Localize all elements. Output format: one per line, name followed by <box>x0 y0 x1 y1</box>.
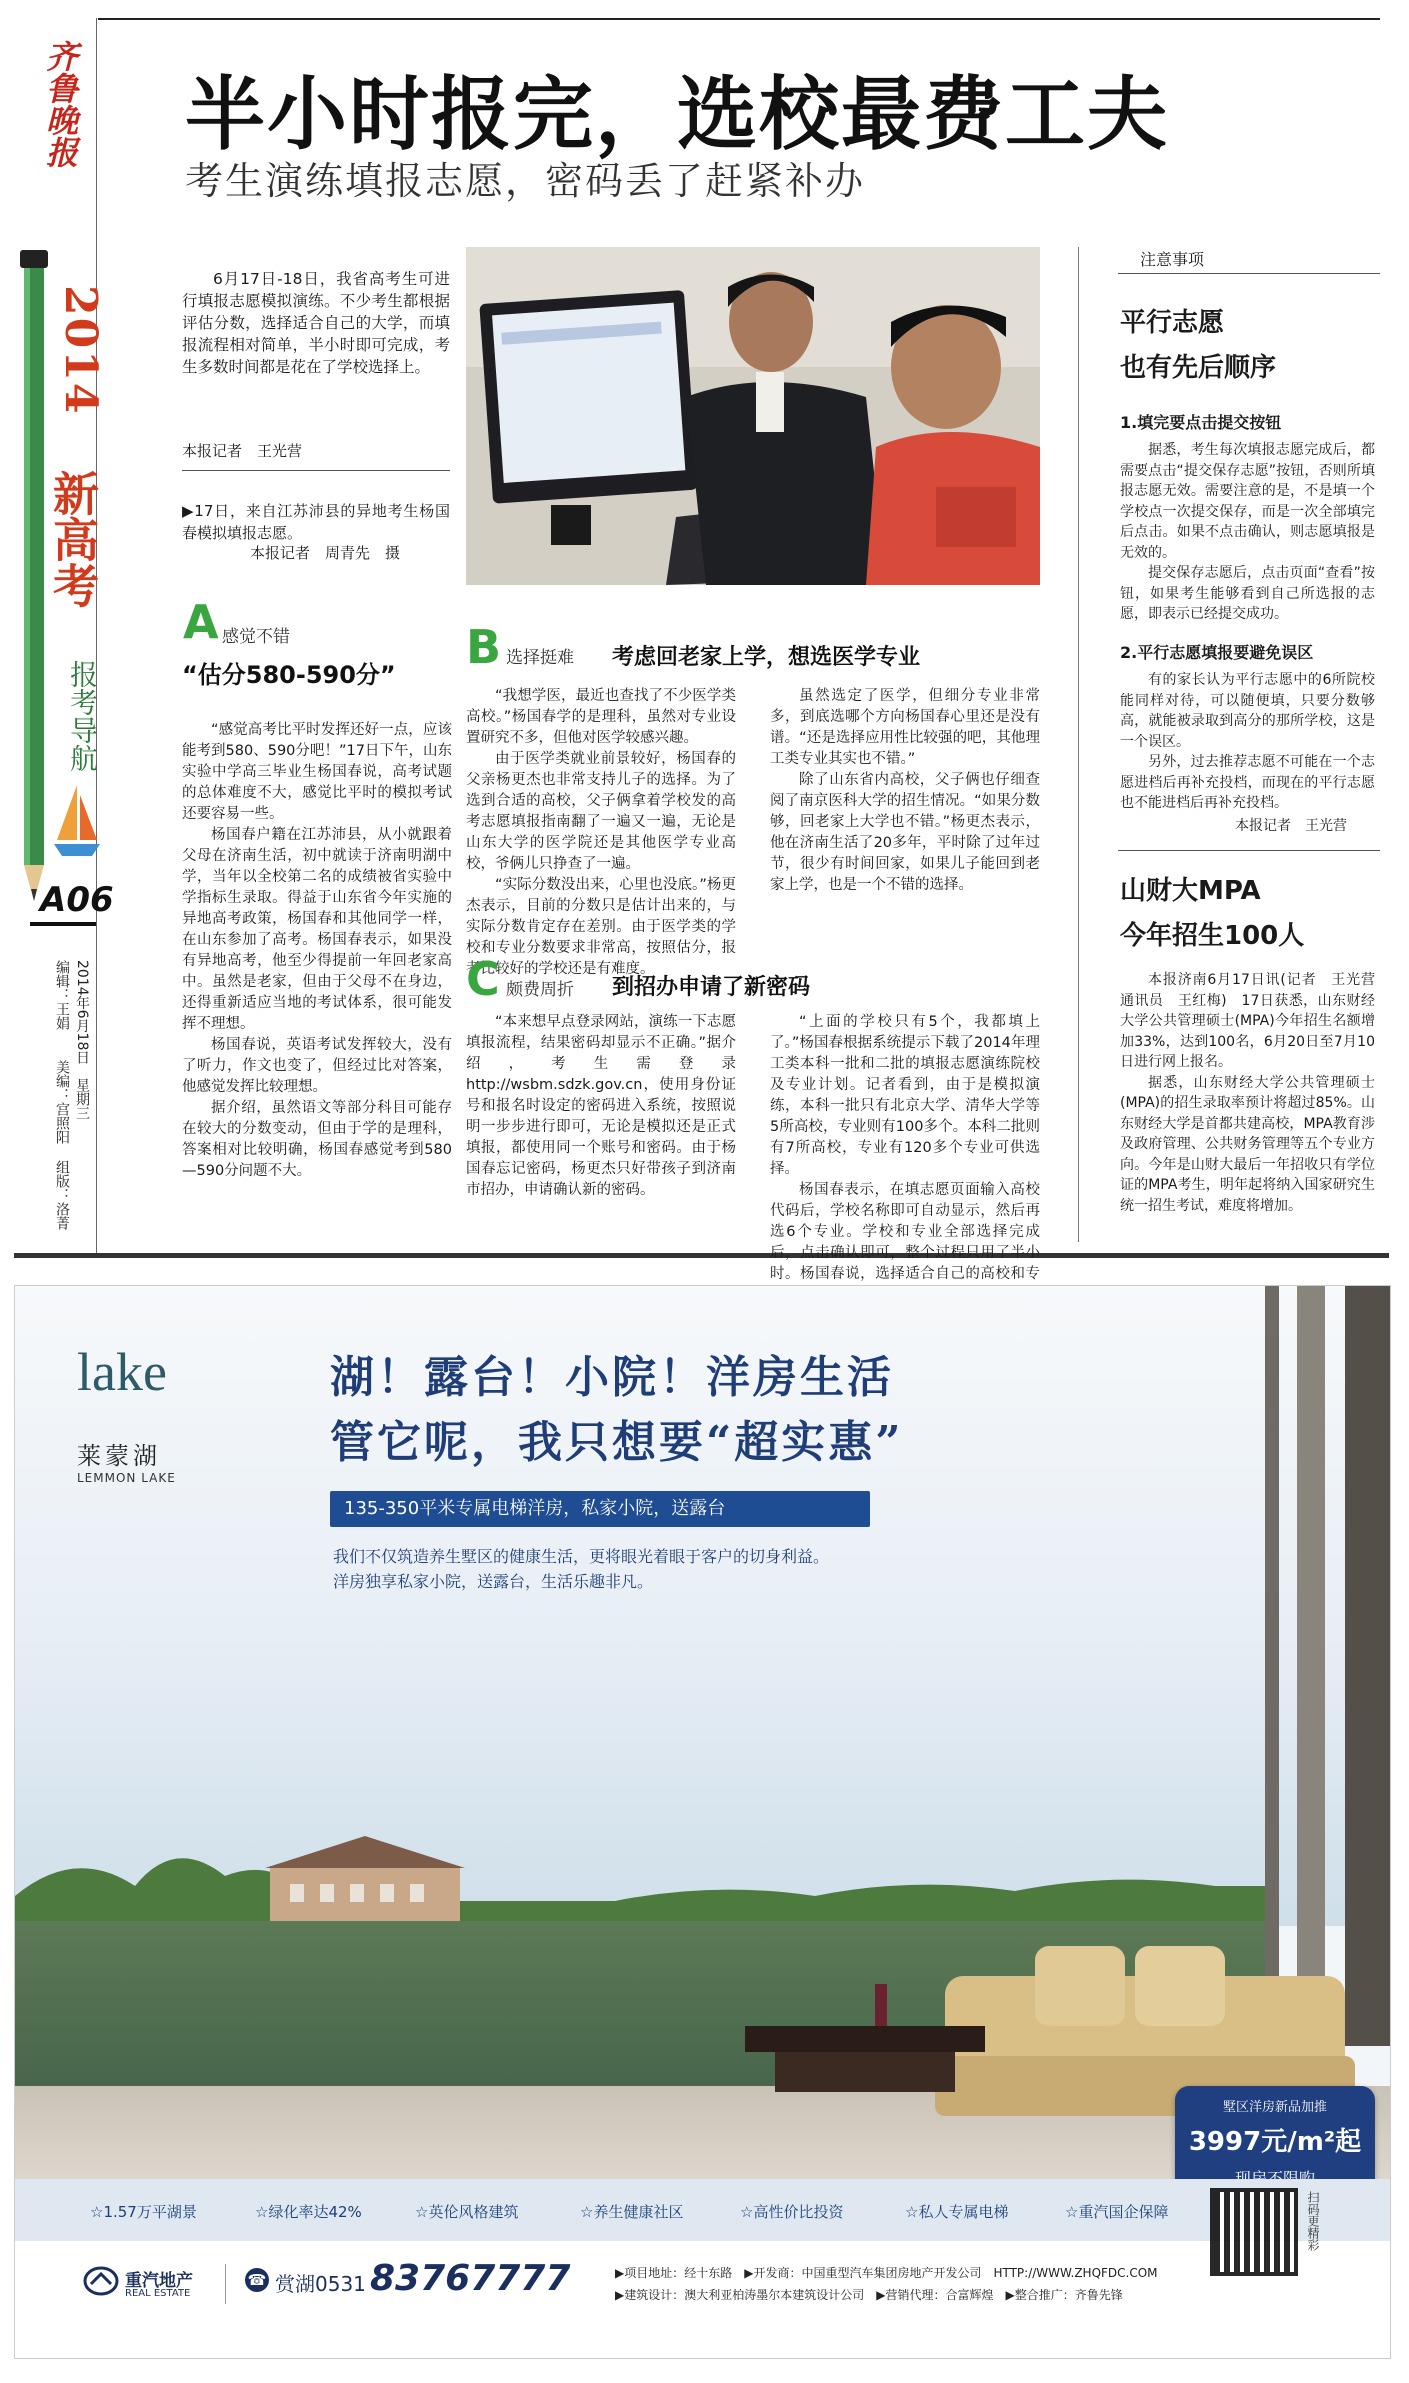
section-a-head: “估分580-590分” <box>182 661 396 689</box>
ad-desc-2: 洋房独享私家小院，送露台，生活乐趣非凡。 <box>333 1572 654 1591</box>
editor-credit: 编辑：王娟 <box>54 960 70 1030</box>
artist-credit: 美编：宫照阳 <box>54 1060 70 1144</box>
proof-credit: 组版：洛菁 <box>54 1160 70 1230</box>
lead-paragraph: 6月17日-18日，我省高考生可进行填报志愿模拟演练。不少考生都根据评估分数，选择适合自己的大学，而填报流程相对简单，半小时即可完成，考生多数时间都是花在了学校选择上。 <box>182 270 450 376</box>
brand-name-en: LEMMON LAKE <box>77 1471 176 1485</box>
feature-1: ☆1.57万平湖景 <box>90 2203 197 2221</box>
feature-4: ☆养生健康社区 <box>580 2203 684 2221</box>
sidebar-item1-body: 据悉，考生每次填报志愿完成后，都需要点击“提交保存志愿”按钮，否则所填报志愿无效。需要注意的是，不是填一个学校点一次提交保存，而是一次全部填完后点击。如果不点击确认，则志愿填报是无效的。 提交保存志愿后，点击页面“查看”按钮，如果考生能够看到自己所选报的志愿，即表示已经提交成功。 <box>1120 442 1375 622</box>
developer-logo-icon <box>83 2266 119 2296</box>
lead-rule <box>182 470 450 471</box>
section-b-tag: 选择挺难 <box>506 648 574 668</box>
news-photo <box>466 247 1040 585</box>
feature-7: ☆重汽国企保障 <box>1065 2203 1169 2221</box>
section-c-head: 到招办申请了新密码 <box>612 975 811 1000</box>
section-a-tag: 感觉不错 <box>222 627 290 647</box>
ad-banner <box>330 1491 870 1527</box>
section-b-head: 考虑回老家上学，想选医学专业 <box>612 645 921 670</box>
sidebar-head2-line1: 山财大MPA <box>1120 876 1261 906</box>
section-c-body-right: “上面的学校只有5个，我都填上了。”杨国春根据系统提示下载了2014年理工类本科一批和二批的填报志愿演练院校及专业计划。记者看到，由于是模拟演练，本科一批只有北京大学、清华大学等5所高校，专业则有100多个。本科二批则有7所高校，专业有120多个专业可供选择。 杨国春表示，在填志愿页面输入高校代码后，学校名称即可自动显示，然后再选6个专业。学校和专业全部选择完成后，点击确认即可，整个过程只用了半小时。杨国春说，选择适合自己的高校和专 <box>770 1014 1040 1282</box>
brand-name-cn: 莱蒙湖 <box>77 1442 161 1470</box>
footer-divider <box>225 2264 226 2304</box>
real-estate-ad <box>14 1285 1391 2359</box>
qr-label: 扫码更精彩 <box>1306 2191 1320 2251</box>
developer-logo-en: REAL ESTATE <box>125 2288 191 2299</box>
developer-logo: 重汽地产 <box>125 2271 193 2291</box>
issue-date: 2014年6月18日 星期三 <box>74 960 90 1121</box>
feature-6: ☆私人专属电梯 <box>905 2203 1009 2221</box>
bottom-rule <box>14 1253 1389 1258</box>
page-number-bar <box>30 922 96 926</box>
hotline-number: 83767777 <box>370 2258 571 2299</box>
page-number: A06 <box>40 880 114 920</box>
qr-code <box>1210 2188 1298 2276</box>
paper-name: 齐鲁晚报 <box>41 40 79 168</box>
photo-scene-graphic <box>466 247 1040 585</box>
sidebar-rule <box>1078 247 1079 1242</box>
section-a-letter: A <box>183 595 219 649</box>
section-b-body-right: 虽然选定了医学，但细分专业非常多，到底选哪个方向杨国春心里还是没有谱。“还是选择应用性比较强的吧，其他理工类专业其实也不错。” 除了山东省内高校，父子俩也仔细查阅了南京医科大学的招生情况。“如果分数够，回老家上大学也不错。”杨更杰表示，他在济南生活了20多年，平时除了过年过节，很少有时间回家，如果儿子能回到老家上学，也是一个不错的选择。 <box>770 688 1040 893</box>
price-value: 3997元/m²起 <box>1188 2127 1362 2157</box>
features-bar <box>15 2179 1390 2241</box>
sidebar-item2-body: 有的家长认为平行志愿中的6所院校能同样对待，可以随便填，只要分数够高，就能被录取到高分的那所学校，这是一个误区。 另外，过去推荐志愿不可能在一个志愿进档后再补充投档，而现在的平行志愿也不能进档后再补充投档。 <box>1120 672 1375 811</box>
masthead-sub: 报考导航 <box>66 660 99 772</box>
sidebar-mpa-body: 本报济南6月17日讯(记者 王光营 通讯员 王红梅) 17日获悉，山东财经大学公共管理硕士(MPA)今年招生名额增加33%，达到100名，6月20日至7月10日进行网上报名。 据悉，山东财经大学公共管理硕士(MPA)的招生录取率预计将超过85%。山东财经大学是首都共建高校，MPA教育涉及政府管理、公共财务管理等五个专业方向。今年是山财大最后一年招收只有学位证的MPA考生，明年起将纳入国家研究生统一招生考试，难度将增加。 <box>1120 972 1389 1214</box>
section-b-letter: B <box>466 620 502 674</box>
hotline-label: 赏湖0531 <box>275 2272 366 2296</box>
sidebar-label <box>1118 247 1380 274</box>
sidebar-head2-line2: 今年招生100人 <box>1120 921 1305 951</box>
ad-info-2: ▶建筑设计：澳大利亚柏涛墨尔本建筑设计公司 ▶营销代理：合富辉煌 ▶整合推广：齐鲁先锋 <box>615 2288 1123 2302</box>
sidebar-item2-title: 2.平行志愿填报要避免误区 <box>1120 643 1314 662</box>
ad-info-1: ▶项目地址：经十东路 ▶开发商：中国重型汽车集团房地产开发公司 HTTP://WWW.ZHQFDC.COM <box>615 2266 1158 2280</box>
subheadline: 考生演练填报志愿，密码丢了赶紧补办 <box>185 159 866 203</box>
ad-desc-1: 我们不仅筑造养生墅区的健康生活，更将眼光着眼于客户的切身利益。 <box>333 1547 830 1566</box>
section-c-letter: C <box>466 952 500 1006</box>
sidebar-head1-line2: 也有先后顺序 <box>1120 353 1277 383</box>
section-b-body-left: “我想学医，最近也查找了不少医学类高校。”杨国春学的是理科，虽然对专业设置研究不多，但他对医学较感兴趣。 由于医学类就业前景较好，杨国春的父亲杨更杰也非常支持儿子的选择。为了选到合适的高校，父子俩拿着学校发的高考志愿填报指南翻了一遍又一遍，无论是山东大学的医学院还是其他医学专业高校，爷俩儿只挣查了一遍。 “实际分数没出来，心里也没底。”杨更杰表示，目前的分数只是估计出来的，与实际分数肯定存在差别。由于医学类的学校和专业分数要求非常高，按照估分，报考比较好的学校还是有难度。 <box>466 688 736 977</box>
section-a-body: “感觉高考比平时发挥还好一点，应该能考到580、590分吧！”17日下午，山东实验中学高三毕业生杨国春说，高考试题的总体难度不大，感觉比平时的模拟考试还要容易一些。 杨国春户籍在江苏沛县，从小就跟着父母在济南生活，初中就读于济南明湖中学，当年以全校第二名的成绩被省实验中学指标生录取。得益于山东省今年实施的异地高考政策，杨国春和其他同学一样，在山东参加了高考。杨国春表示，如果没有异地高考，他至少得提前一年回老家高中。虽然是老家，但由于父母不在身边，还得重新适应当地的考试体系，很可能发挥不理想。 杨国春说，英语考试发挥较大，没有了听力，作文也变了，但经过比对答案，他感觉发挥比较理想。 据介绍，虽然语文等部分科目可能存在较大的分数变动，但由于学的是理科，答案相对比较明确，杨国春感觉考到580—590分问题不大。 <box>182 722 452 1179</box>
lead-byline: 本报记者 王光营 <box>182 442 303 460</box>
left-column-rule <box>96 18 97 1253</box>
feature-3: ☆英伦风格建筑 <box>415 2203 519 2221</box>
sailboat-icon <box>52 780 102 870</box>
phone-icon: ☎ <box>245 2268 269 2292</box>
ad-banner-text: 135-350平米专属电梯洋房，私家小院，送露台 <box>344 1498 726 1519</box>
sidebar-item1-title: 1.填完要点击提交按钮 <box>1120 413 1282 432</box>
sidebar-byline: 本报记者 王光营 <box>1235 818 1347 834</box>
ad-slogan-1: 湖！露台！小院！洋房生活 <box>330 1352 894 1403</box>
pencil-tip-graphic <box>20 250 48 268</box>
brand-logo: lake <box>77 1342 167 1402</box>
feature-2: ☆绿化率达42% <box>255 2203 362 2221</box>
photo-credit: 本报记者 周青先 摄 <box>250 544 401 562</box>
masthead-series: 新高考 <box>46 470 100 608</box>
section-c-body-left: “本来想早点登录网站，演练一下志愿填报流程，结果密码却显示不正确。”据介绍，考生需登录http://wsbm.sdzk.gov.cn，使用身份证号和报名时设定的密码进入系统，按照说明一步步进行即可，无论是模拟还是正式填报，都使用同一个账号和密码。由于杨国春忘记密码，杨更杰只好带孩子到济南市招办，申请确认新的密码。 <box>466 1014 736 1198</box>
sidebar-label-text: 注意事项 <box>1140 250 1205 269</box>
top-rule <box>98 18 1380 20</box>
masthead-year: 2014 <box>55 285 106 416</box>
sidebar-divider <box>1118 850 1380 851</box>
headline: 半小时报完，选校最费工夫 <box>185 68 1169 161</box>
price-badge-top: 墅区洋房新品加推 <box>1222 2100 1327 2115</box>
feature-5: ☆高性价比投资 <box>740 2203 844 2221</box>
photo-caption: ▶17日，来自江苏沛县的异地考生杨国春模拟填报志愿。 <box>182 502 450 542</box>
ad-slogan-2: 管它呢，我只想要“超实惠” <box>330 1417 904 1468</box>
section-c-tag: 颇费周折 <box>506 980 574 1000</box>
sidebar-head1-line1: 平行志愿 <box>1120 308 1225 338</box>
